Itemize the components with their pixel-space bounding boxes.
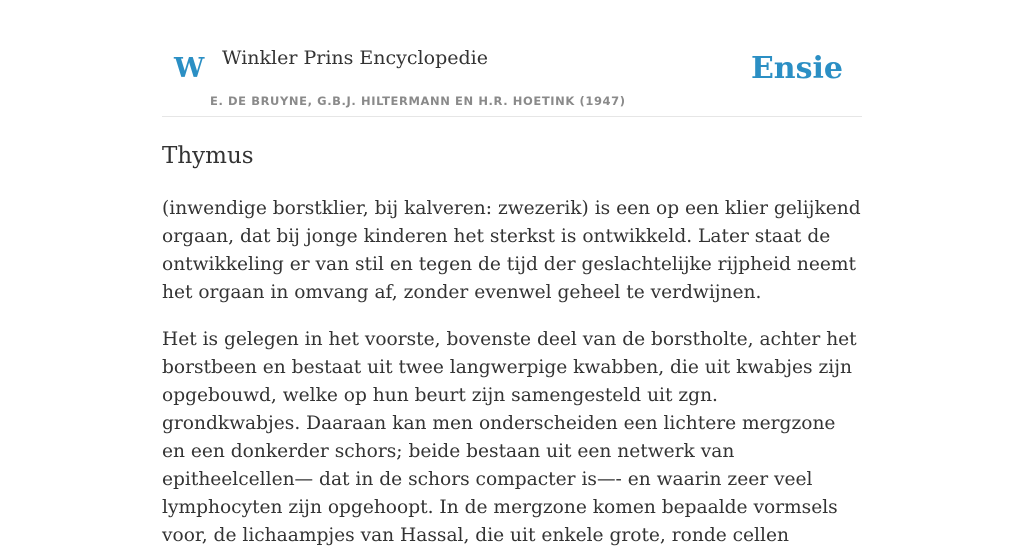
article-paragraph-1: (inwendige borstklier, bij kalveren: zwezerik) is een op een klier gelijkend orgaan, dat bij jonge kinderen het sterkst is ontwikkeld. Later staat de ontwikkeling er van stil en tegen de tijd der geslachtelijke rijpheid neemt het orgaan in omvang af, zonder evenwel geheel te verdwijnen. xyxy=(162,198,861,303)
page-container xyxy=(162,0,862,550)
article-paragraph-2: Het is gelegen in het voorste, bovenste deel van de borstholte, achter het borstbeen en bestaat uit twee langwerpige kwabben, die uit kwabjes zijn opgebouwd, welke op hun beurt zijn samengesteld uit zgn. grondkwabjes. Daaraan kan men onderscheiden een lichtere mergzone en een donkerder schors; beide bestaan uit een netwerk van epitheelcellen— dat in de schors compacter is—- en waarin zeer veel lymphocyten zijn opgehoopt. In de mergzone komen bepaalde vormsels voor, de lichaampjes van Hassal, die uit enkele grote, ronde cellen xyxy=(162,329,857,546)
source-logo[interactable]: W xyxy=(174,53,205,84)
brand-logo[interactable]: Ensie xyxy=(750,51,843,86)
source-authors: E. DE BRUYNE, G.B.J. HILTERMANN EN H.R. HOETINK (1947) xyxy=(210,94,626,108)
article-term: Thymus xyxy=(162,143,254,169)
source-header xyxy=(162,0,862,117)
source-title[interactable]: Winkler Prins Encyclopedie xyxy=(222,47,488,69)
